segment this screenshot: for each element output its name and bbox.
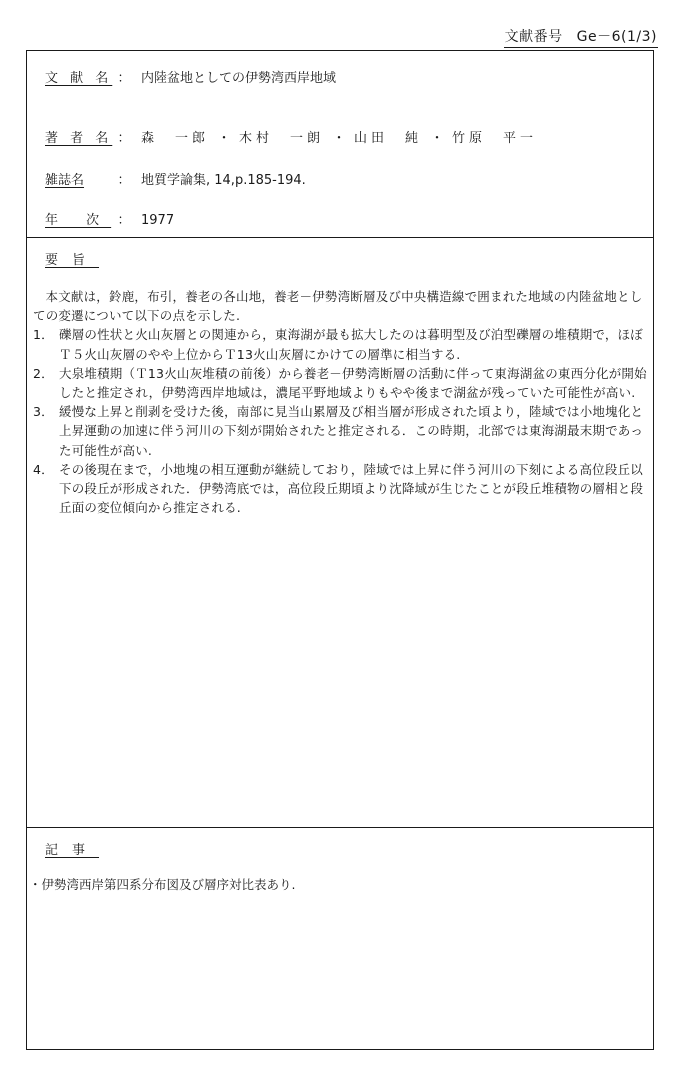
document-number-value: Ge－6(1/3) <box>576 29 657 45</box>
year-colon: ： <box>117 213 131 228</box>
author-name: 森 一郎 <box>141 131 210 146</box>
summary-item-text: その後現在まで，小地塊の相互運動が継続しており，陸域では上昇に伴う河川の下刻による高位段丘以下の段丘が形成された．伊勢湾底では，高位段丘期頃より沈降域が生じたことが段丘堆積物の層相と段丘面の変位傾向から推定される. <box>59 461 644 516</box>
title-value: 内陸盆地としての伊勢湾西岸地域 <box>141 71 337 86</box>
document-number-label: 文献番号 <box>504 29 563 45</box>
authors-colon: ： <box>117 131 131 146</box>
notes-item: ・伊勢湾西岸第四系分布図及び層序対比表あり. <box>29 877 296 892</box>
summary-item-text: 礫層の性状と火山灰層との関連から，東海湖が最も拡大したのは暮明型及び泊型礫層の堆積期で，ほぼＴ５火山灰層のやや上位からＴ13火山灰層にかけての層準に相当する. <box>59 327 643 362</box>
year-value: 1977 <box>141 213 175 228</box>
title-colon: ： <box>117 71 131 86</box>
authors-label: 著 者 名 <box>45 131 113 146</box>
summary-body <box>33 287 649 517</box>
summary-item <box>33 460 649 518</box>
summary-intro: 本文献は，鈴鹿，布引，養老の各山地，養老－伊勢湾断層及び中央構造線で囲まれた地域の内陸盆地としての変遷について以下の点を示した. <box>33 289 643 324</box>
summary-title: 要旨 <box>45 253 100 268</box>
author-separator: ・ <box>217 131 231 146</box>
journal-value: 地質学論集, 14,p.185-194. <box>141 173 306 188</box>
summary-item <box>33 364 649 402</box>
journal-label: 雑誌名 <box>45 173 85 188</box>
journal-field <box>45 169 643 188</box>
notes-body <box>29 875 647 893</box>
summary-item-text: 緩慢な上昇と削剥を受けた後，南部に見当山累層及び相当層が形成された頃より，陸域では小地塊化と上昇運動の加速に伴う河川の下刻が開始されたと推定される．この時期，北部では東海湖最末期であった可能性が高い. <box>59 404 644 458</box>
summary-item <box>33 325 649 363</box>
divider <box>27 827 653 828</box>
journal-colon: ： <box>117 173 131 188</box>
author-separator: ・ <box>332 131 346 146</box>
summary-list <box>33 325 649 517</box>
summary-item-number: 3． <box>33 404 54 420</box>
year-field <box>45 209 643 228</box>
title-field <box>45 67 643 86</box>
summary-item-number: 4． <box>33 461 54 477</box>
title-label: 文 献 名 <box>45 71 113 86</box>
year-label: 年 次 <box>45 213 112 228</box>
summary-item-number: 2． <box>33 365 54 381</box>
authors-field <box>45 127 643 146</box>
summary-item-text: 大泉堆積期（Ｔ13火山灰堆積の前後）から養老－伊勢湾断層の活動に伴って東海湖盆の東西分化が開始したと推定され，伊勢湾西岸地域は，濃尾平野地域よりもやや後まで湖盆が残っていた可能性が高い. <box>59 365 647 401</box>
author-name: 木村 一朗 <box>239 131 325 146</box>
summary-item-number: 1． <box>33 327 54 343</box>
summary-item <box>33 402 649 460</box>
document-frame <box>26 50 654 1050</box>
divider <box>27 237 653 238</box>
author-separator: ・ <box>430 131 444 146</box>
author-name: 竹原 平一 <box>452 131 538 146</box>
document-number <box>504 26 658 48</box>
author-name: 山田 純 <box>354 131 423 146</box>
notes-title: 記事 <box>45 843 100 858</box>
